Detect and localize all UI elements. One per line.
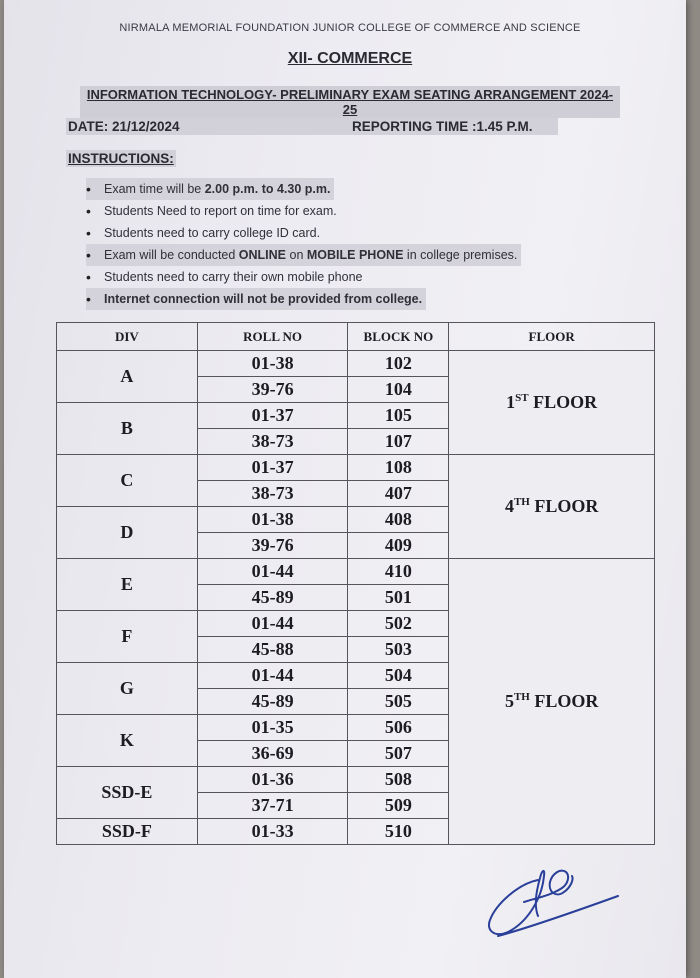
- table-header-row: [57, 323, 655, 351]
- block-cell: 509: [348, 793, 449, 819]
- header-roll-no: ROLL NO: [197, 323, 348, 351]
- roll-cell: 01-44: [197, 663, 348, 689]
- signature-stroke: [489, 871, 618, 936]
- roll-cell: 01-35: [197, 715, 348, 741]
- college-name: NIRMALA MEMORIAL FOUNDATION JUNIOR COLLEGE OF COMMERCE AND SCIENCE: [119, 22, 581, 34]
- instructions-list: [86, 178, 521, 310]
- roll-cell: 36-69: [197, 741, 348, 767]
- reporting-time: REPORTING TIME :1.45 P.M.: [346, 118, 558, 135]
- roll-cell: 01-37: [197, 455, 348, 481]
- div-cell: SSD-F: [57, 819, 198, 845]
- block-cell: 505: [348, 689, 449, 715]
- div-cell: D: [57, 507, 198, 559]
- seating-table: [56, 322, 655, 845]
- table-row: [57, 559, 655, 585]
- roll-cell: 01-38: [197, 351, 348, 377]
- roll-cell: 01-44: [197, 611, 348, 637]
- div-cell: K: [57, 715, 198, 767]
- block-cell: 105: [348, 403, 449, 429]
- table-row: [57, 351, 655, 377]
- roll-cell: 01-33: [197, 819, 348, 845]
- floor-cell: 4TH FLOOR: [449, 455, 655, 559]
- exam-title: INFORMATION TECHNOLOGY- PRELIMINARY EXAM SEATING ARRANGEMENT 2024-25: [80, 86, 620, 118]
- roll-cell: 39-76: [197, 377, 348, 403]
- floor-cell: 5TH FLOOR: [449, 559, 655, 845]
- instruction-item: • Students need to carry their own mobile phone: [86, 266, 521, 288]
- instruction-item: • Exam time will be 2.00 p.m. to 4.30 p.m.: [86, 178, 334, 200]
- instruction-item: • Internet connection will not be provided from college.: [86, 288, 426, 310]
- roll-cell: 39-76: [197, 533, 348, 559]
- instructions-heading: INSTRUCTIONS:: [68, 151, 174, 166]
- roll-cell: 45-89: [197, 689, 348, 715]
- div-cell: F: [57, 611, 198, 663]
- block-cell: 408: [348, 507, 449, 533]
- block-cell: 104: [348, 377, 449, 403]
- block-cell: 409: [348, 533, 449, 559]
- block-cell: 503: [348, 637, 449, 663]
- instruction-item: • Students Need to report on time for exam.: [86, 200, 521, 222]
- roll-cell: 45-89: [197, 585, 348, 611]
- roll-cell: 01-38: [197, 507, 348, 533]
- roll-cell: 01-36: [197, 767, 348, 793]
- roll-cell: 45-88: [197, 637, 348, 663]
- header-div: DIV: [57, 323, 198, 351]
- block-cell: 501: [348, 585, 449, 611]
- div-cell: SSD-E: [57, 767, 198, 819]
- block-cell: 108: [348, 455, 449, 481]
- block-cell: 507: [348, 741, 449, 767]
- exam-date: DATE: 21/12/2024: [66, 118, 362, 135]
- header-block-no: BLOCK NO: [348, 323, 449, 351]
- instruction-item: • Students need to carry college ID card.: [86, 222, 521, 244]
- block-cell: 506: [348, 715, 449, 741]
- div-cell: E: [57, 559, 198, 611]
- roll-cell: 01-37: [197, 403, 348, 429]
- signature: [478, 858, 628, 942]
- class-title: XII- COMMERCE: [287, 50, 413, 67]
- roll-cell: 38-73: [197, 481, 348, 507]
- div-cell: G: [57, 663, 198, 715]
- block-cell: 410: [348, 559, 449, 585]
- block-cell: 102: [348, 351, 449, 377]
- floor-cell: 1ST FLOOR: [449, 351, 655, 455]
- block-cell: 407: [348, 481, 449, 507]
- roll-cell: 01-44: [197, 559, 348, 585]
- block-cell: 107: [348, 429, 449, 455]
- roll-cell: 37-71: [197, 793, 348, 819]
- div-cell: B: [57, 403, 198, 455]
- instruction-item: • Exam will be conducted ONLINE on MOBILE PHONE in college premises.: [86, 244, 521, 266]
- block-cell: 502: [348, 611, 449, 637]
- block-cell: 508: [348, 767, 449, 793]
- div-cell: C: [57, 455, 198, 507]
- header-floor: FLOOR: [449, 323, 655, 351]
- roll-cell: 38-73: [197, 429, 348, 455]
- block-cell: 510: [348, 819, 449, 845]
- block-cell: 504: [348, 663, 449, 689]
- div-cell: A: [57, 351, 198, 403]
- table-row: [57, 455, 655, 481]
